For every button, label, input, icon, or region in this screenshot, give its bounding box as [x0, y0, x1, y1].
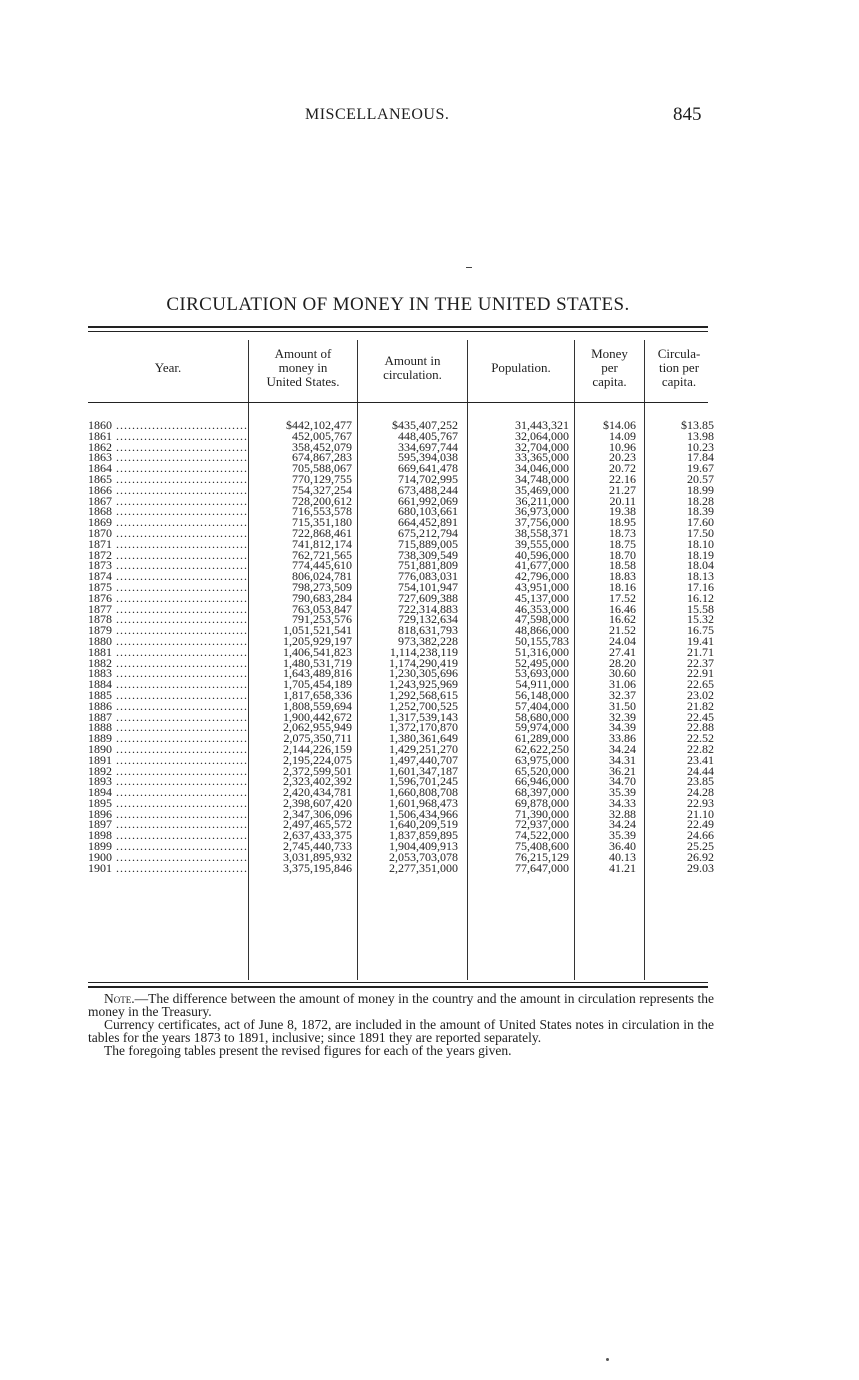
cell-money-per-capita: 35.39	[609, 785, 636, 800]
table-top-rule-inner	[88, 331, 708, 332]
cell-year: 1873 .....	[88, 560, 248, 571]
cell-money-per-capita: 35.39	[609, 828, 636, 843]
cell-circulation-per-capita: 26.92	[687, 849, 714, 864]
cell-amount-circulation: $435,407,252	[392, 418, 458, 432]
cell-population: 63,975,000	[515, 752, 569, 767]
cell-year: 1882 .....	[88, 658, 248, 669]
cell-population: 77,647,000	[515, 860, 569, 875]
cell-circulation-per-capita: 22.65	[687, 677, 714, 692]
cell-amount-money: 1,808,559,694	[283, 698, 352, 713]
cell-year: 1868 .....	[88, 506, 248, 517]
cell-amount-money: 1,406,541,823	[283, 644, 352, 659]
cell-amount-money: 754,327,254	[292, 482, 352, 497]
cell-population: 62,622,250	[515, 741, 569, 756]
cell-population: 56,148,000	[515, 687, 569, 702]
cell-amount-circulation: 673,488,244	[398, 482, 458, 497]
table-bottom-rule	[88, 982, 708, 983]
cell-population: 42,796,000	[515, 569, 569, 584]
cell-amount-circulation: 722,314,883	[398, 601, 458, 616]
cell-circulation-per-capita: 24.44	[687, 763, 714, 778]
cell-money-per-capita: 16.62	[609, 612, 636, 627]
cell-amount-money: 1,705,454,189	[283, 677, 352, 692]
cell-circulation-per-capita: 19.67	[687, 461, 714, 476]
cell-year: 1875 .....	[88, 582, 248, 593]
cell-amount-money: 798,273,509	[292, 579, 352, 594]
cell-year: 1896 .....	[88, 809, 248, 820]
cell-amount-money: 762,721,565	[292, 547, 352, 562]
cell-money-per-capita: 18.75	[609, 536, 636, 551]
cell-circulation-per-capita: 18.28	[687, 493, 714, 508]
cell-circulation-per-capita: 16.12	[687, 590, 714, 605]
cell-money-per-capita: 31.06	[609, 677, 636, 692]
cell-amount-circulation: 776,083,031	[398, 569, 458, 584]
cell-population: 32,064,000	[515, 428, 569, 443]
header-circulation-per-capita: Circula- tion per capita.	[657, 346, 701, 389]
cell-amount-money: 791,253,576	[292, 612, 352, 627]
cell-amount-circulation: 661,992,069	[398, 493, 458, 508]
cell-year: 1862 .....	[88, 442, 248, 453]
cell-amount-money: 770,129,755	[292, 471, 352, 486]
cell-population: 33,365,000	[515, 450, 569, 465]
cell-amount-money: 2,347,306,096	[283, 806, 352, 821]
cell-amount-circulation: 1,601,347,187	[389, 763, 458, 778]
cell-amount-money: 452,005,767	[292, 428, 352, 443]
cell-amount-circulation: 1,640,209,519	[389, 817, 458, 832]
cell-population: 75,408,600	[515, 839, 569, 854]
cell-circulation-per-capita: 22.37	[687, 655, 714, 670]
cell-amount-circulation: 1,660,808,708	[389, 785, 458, 800]
header-year: Year.	[154, 360, 182, 375]
cell-population: 32,704,000	[515, 439, 569, 454]
cell-year: 1881 .....	[88, 647, 248, 658]
cell-year: 1898 .....	[88, 830, 248, 841]
cell-money-per-capita: 17.52	[609, 590, 636, 605]
cell-amount-money: 1,643,489,816	[283, 666, 352, 681]
cell-amount-money: 2,398,607,420	[283, 795, 352, 810]
cell-amount-circulation: 973,382,228	[398, 633, 458, 648]
cell-amount-circulation: 1,497,440,707	[389, 752, 458, 767]
cell-year: 1880 .....	[88, 636, 248, 647]
cell-population: 39,555,000	[515, 536, 569, 551]
cell-circulation-per-capita: 19.41	[687, 633, 714, 648]
cell-money-per-capita: 34.24	[609, 817, 636, 832]
cell-amount-circulation: 1,174,290,419	[389, 655, 458, 670]
cell-amount-circulation: 1,114,238,119	[389, 644, 458, 659]
cell-amount-money: $442,102,477	[286, 418, 352, 432]
cell-circulation-per-capita: 10.23	[687, 439, 714, 454]
cell-money-per-capita: 10.96	[609, 439, 636, 454]
cell-amount-money: 806,024,781	[292, 569, 352, 584]
cell-money-per-capita: 34.70	[609, 774, 636, 789]
cell-amount-money: 358,452,079	[292, 439, 352, 454]
cell-amount-circulation: 669,641,478	[398, 461, 458, 476]
cell-money-per-capita: 20.11	[609, 493, 636, 508]
cell-population: 68,397,000	[515, 785, 569, 800]
cell-money-per-capita: 18.73	[609, 525, 636, 540]
table-body	[88, 420, 718, 873]
cell-amount-money: 1,480,531,719	[283, 655, 352, 670]
cell-circulation-per-capita: 25.25	[687, 839, 714, 854]
cell-circulation-per-capita: 24.28	[687, 785, 714, 800]
cell-circulation-per-capita: 18.10	[687, 536, 714, 551]
cell-circulation-per-capita: 22.49	[687, 817, 714, 832]
cell-circulation-per-capita: 13.98	[687, 428, 714, 443]
cell-amount-money: 2,745,440,733	[283, 839, 352, 854]
cell-amount-money: 715,351,180	[292, 515, 352, 530]
cell-amount-money: 2,144,226,159	[283, 741, 352, 756]
cell-circulation-per-capita: 17.50	[687, 525, 714, 540]
cell-population: 41,677,000	[515, 558, 569, 573]
cell-year: 1871 .....	[88, 539, 248, 550]
cell-amount-circulation: 714,702,995	[398, 471, 458, 486]
cell-amount-circulation: 1,230,305,696	[389, 666, 458, 681]
cell-money-per-capita: 18.70	[609, 547, 636, 562]
cell-year: 1900 .....	[88, 852, 248, 863]
cell-amount-money: 2,195,224,075	[283, 752, 352, 767]
cell-circulation-per-capita: 21.82	[687, 698, 714, 713]
cell-amount-money: 1,817,658,336	[283, 687, 352, 702]
cell-year: 1891 .....	[88, 755, 248, 766]
cell-population: 37,756,000	[515, 515, 569, 530]
cell-year: 1872 .....	[88, 550, 248, 561]
cell-amount-money: 722,868,461	[292, 525, 352, 540]
cell-year: 1895 .....	[88, 798, 248, 809]
header-amount-circulation: Amount in circulation.	[383, 353, 442, 382]
cell-money-per-capita: 31.50	[609, 698, 636, 713]
cell-money-per-capita: 36.21	[609, 763, 636, 778]
cell-year: 1874 .....	[88, 571, 248, 582]
cell-money-per-capita: 21.27	[609, 482, 636, 497]
cell-population: 74,522,000	[515, 828, 569, 843]
cell-population: 43,951,000	[515, 579, 569, 594]
cell-money-per-capita: 20.72	[609, 461, 636, 476]
cell-population: 71,390,000	[515, 806, 569, 821]
cell-money-per-capita: 33.86	[609, 731, 636, 746]
cell-circulation-per-capita: 22.93	[687, 795, 714, 810]
cell-money-per-capita: 32.88	[609, 806, 636, 821]
page-number: 845	[673, 104, 702, 125]
cell-year: 1865 .....	[88, 474, 248, 485]
cell-amount-money: 2,637,433,375	[283, 828, 352, 843]
cell-amount-circulation: 1,317,539,143	[389, 709, 458, 724]
cell-money-per-capita: 40.13	[609, 849, 636, 864]
cell-year: 1901 .....	[88, 863, 248, 874]
cell-money-per-capita: 34.24	[609, 741, 636, 756]
cell-amount-circulation: 738,309,549	[398, 547, 458, 562]
note-paragraph-3: The foregoing tables present the revised figures for each of the years given.	[104, 1043, 512, 1058]
cell-amount-money: 2,075,350,711	[283, 731, 352, 746]
cell-amount-money: 1,205,929,197	[283, 633, 352, 648]
cell-population: 76,215,129	[515, 849, 569, 864]
cell-year: 1893 .....	[88, 776, 248, 787]
cell-circulation-per-capita: 15.58	[687, 601, 714, 616]
cell-money-per-capita: 34.39	[609, 720, 636, 735]
cell-population: 31,443,321	[515, 418, 569, 432]
cell-money-per-capita: 34.33	[609, 795, 636, 810]
cell-amount-money: 2,497,465,572	[283, 817, 352, 832]
cell-amount-money: 1,900,442,672	[283, 709, 352, 724]
cell-amount-circulation: 1,292,568,615	[389, 687, 458, 702]
cell-money-per-capita: 18.16	[609, 579, 636, 594]
cell-year: 1888 .....	[88, 722, 248, 733]
cell-amount-circulation: 675,212,794	[398, 525, 458, 540]
cell-amount-circulation: 729,132,634	[398, 612, 458, 627]
cell-money-per-capita: 27.41	[609, 644, 636, 659]
cell-year: 1887 .....	[88, 712, 248, 723]
cell-population: 34,748,000	[515, 471, 569, 486]
cell-population: 34,046,000	[515, 461, 569, 476]
cell-amount-circulation: 1,596,701,245	[389, 774, 458, 789]
cell-money-per-capita: 20.23	[609, 450, 636, 465]
cell-circulation-per-capita: 21.10	[687, 806, 714, 821]
cell-circulation-per-capita: 17.16	[687, 579, 714, 594]
cell-circulation-per-capita: 22.91	[687, 666, 714, 681]
cell-year: 1861 .....	[88, 431, 248, 442]
cell-year: 1885 .....	[88, 690, 248, 701]
cell-amount-circulation: 751,881,809	[398, 558, 458, 573]
cell-amount-circulation: 1,601,968,473	[389, 795, 458, 810]
cell-population: 48,866,000	[515, 623, 569, 638]
cell-population: 46,353,000	[515, 601, 569, 616]
cell-year: 1878 .....	[88, 614, 248, 625]
print-speck	[606, 1358, 609, 1361]
table-title: CIRCULATION OF MONEY IN THE UNITED STATES.	[166, 294, 630, 315]
cell-population: 47,598,000	[515, 612, 569, 627]
running-head	[0, 106, 859, 130]
cell-amount-money: 705,588,067	[292, 461, 352, 476]
cell-circulation-per-capita: 24.66	[687, 828, 714, 843]
cell-population: 65,520,000	[515, 763, 569, 778]
cell-amount-circulation: 1,837,859,895	[389, 828, 458, 843]
cell-amount-money: 728,200,612	[292, 493, 352, 508]
cell-amount-circulation: 2,277,351,000	[389, 860, 458, 875]
cell-circulation-per-capita: 23.85	[687, 774, 714, 789]
cell-circulation-per-capita: 21.71	[687, 644, 714, 659]
cell-amount-circulation: 680,103,661	[398, 504, 458, 519]
header-amount-money: Amount of money in United States.	[266, 346, 340, 389]
note-label: Note.	[104, 991, 135, 1006]
cell-circulation-per-capita: 17.60	[687, 515, 714, 530]
cell-money-per-capita: 30.60	[609, 666, 636, 681]
header-population: Population.	[491, 360, 551, 375]
cell-money-per-capita: 28.20	[609, 655, 636, 670]
note-paragraph	[88, 992, 714, 1018]
cell-population: 61,289,000	[515, 731, 569, 746]
table-notes	[88, 992, 714, 1057]
cell-year: 1879 .....	[88, 625, 248, 636]
cell-circulation-per-capita: 23.02	[687, 687, 714, 702]
cell-money-per-capita: 16.46	[609, 601, 636, 616]
cell-population: 40,596,000	[515, 547, 569, 562]
cell-money-per-capita: 34.31	[609, 752, 636, 767]
cell-circulation-per-capita: 22.82	[687, 741, 714, 756]
cell-population: 45,137,000	[515, 590, 569, 605]
cell-amount-money: 2,323,402,392	[283, 774, 352, 789]
cell-circulation-per-capita: 22.52	[687, 731, 714, 746]
cell-population: 36,211,000	[515, 493, 569, 508]
cell-population: 54,911,000	[515, 677, 569, 692]
cell-amount-circulation: 1,372,170,870	[389, 720, 458, 735]
cell-money-per-capita: 18.95	[609, 515, 636, 530]
cell-money-per-capita: $14.06	[603, 418, 636, 432]
table-bottom-rule-outer	[88, 986, 708, 988]
cell-population: 53,693,000	[515, 666, 569, 681]
cell-amount-money: 774,445,610	[292, 558, 352, 573]
cell-population: 66,946,000	[515, 774, 569, 789]
cell-year: 1870 .....	[88, 528, 248, 539]
cell-year: 1899 .....	[88, 841, 248, 852]
cell-year: 1897 .....	[88, 819, 248, 830]
cell-population: 38,558,371	[515, 525, 569, 540]
cell-money-per-capita: 32.39	[609, 709, 636, 724]
cell-year: 1860 .....	[88, 420, 248, 431]
cell-circulation-per-capita: 16.75	[687, 623, 714, 638]
table-row	[88, 860, 718, 875]
cell-amount-circulation: 1,429,251,270	[389, 741, 458, 756]
cell-amount-circulation: 1,252,700,525	[389, 698, 458, 713]
cell-amount-circulation: 1,380,361,649	[389, 731, 458, 746]
cell-population: 58,680,000	[515, 709, 569, 724]
note-text: —The difference between the amount of money in the country and the amount in circulation represents the money in the Treasury.	[88, 991, 714, 1019]
cell-money-per-capita: 24.04	[609, 633, 636, 648]
cell-amount-circulation: 334,697,744	[398, 439, 458, 454]
cell-circulation-per-capita: 20.57	[687, 471, 714, 486]
cell-population: 57,404,000	[515, 698, 569, 713]
cell-money-per-capita: 19.38	[609, 504, 636, 519]
cell-amount-money: 790,683,284	[292, 590, 352, 605]
cell-money-per-capita: 36.40	[609, 839, 636, 854]
cell-circulation-per-capita: 18.13	[687, 569, 714, 584]
cell-money-per-capita: 18.83	[609, 569, 636, 584]
cell-amount-circulation: 715,889,005	[398, 536, 458, 551]
header-money-per-capita: Money per capita.	[591, 346, 628, 389]
cell-year: 1894 .....	[88, 787, 248, 798]
cell-year: 1877 .....	[88, 604, 248, 615]
cell-amount-circulation: 595,394,038	[398, 450, 458, 465]
cell-circulation-per-capita: 18.19	[687, 547, 714, 562]
cell-population: 35,469,000	[515, 482, 569, 497]
cell-amount-money: 674,867,283	[292, 450, 352, 465]
cell-amount-circulation: 448,405,767	[398, 428, 458, 443]
cell-year: 1869 .....	[88, 517, 248, 528]
cell-year: 1890 .....	[88, 744, 248, 755]
cell-money-per-capita: 18.58	[609, 558, 636, 573]
cell-year: 1889 .....	[88, 733, 248, 744]
cell-amount-circulation: 1,506,434,966	[389, 806, 458, 821]
cell-circulation-per-capita: 17.84	[687, 450, 714, 465]
header-rule	[88, 402, 708, 403]
cell-amount-money: 3,375,195,846	[283, 860, 352, 875]
cell-population: 69,878,000	[515, 795, 569, 810]
cell-year: 1866 .....	[88, 485, 248, 496]
cell-year: 1867 .....	[88, 496, 248, 507]
cell-year: 1884 .....	[88, 679, 248, 690]
cell-money-per-capita: 14.09	[609, 428, 636, 443]
table-top-rule	[88, 326, 708, 328]
cell-money-per-capita: 32.37	[609, 687, 636, 702]
cell-year: 1864 .....	[88, 463, 248, 474]
cell-circulation-per-capita: 22.45	[687, 709, 714, 724]
cell-circulation-per-capita: 18.04	[687, 558, 714, 573]
cell-year: 1883 .....	[88, 668, 248, 679]
cell-population: 36,973,000	[515, 504, 569, 519]
cell-population: 52,495,000	[515, 655, 569, 670]
cell-circulation-per-capita: 22.88	[687, 720, 714, 735]
note-paragraph-2: Currency certificates, act of June 8, 1872, are included in the amount of United States notes in circulation in the tables for the years 1873 to 1891, inclusive; since 1891 they are reported separately.	[88, 1017, 714, 1045]
cell-year: 1876 .....	[88, 593, 248, 604]
cell-amount-money: 3,031,895,932	[283, 849, 352, 864]
running-title: MISCELLANEOUS.	[305, 106, 450, 123]
cell-amount-money: 763,053,847	[292, 601, 352, 616]
cell-amount-money: 2,372,599,501	[283, 763, 352, 778]
cell-circulation-per-capita: $13.85	[681, 418, 714, 432]
print-mark	[466, 267, 472, 268]
cell-amount-circulation: 1,243,925,969	[389, 677, 458, 692]
cell-amount-money: 741,812,174	[292, 536, 352, 551]
cell-population: 51,316,000	[515, 644, 569, 659]
cell-circulation-per-capita: 23.41	[687, 752, 714, 767]
cell-amount-money: 716,553,578	[292, 504, 352, 519]
cell-population: 59,974,000	[515, 720, 569, 735]
cell-year: 1886 .....	[88, 701, 248, 712]
cell-amount-circulation: 754,101,947	[398, 579, 458, 594]
cell-amount-circulation: 818,631,793	[398, 623, 458, 638]
cell-circulation-per-capita: 15.32	[687, 612, 714, 627]
cell-amount-circulation: 727,609,388	[398, 590, 458, 605]
cell-money-per-capita: 41.21	[609, 860, 636, 875]
cell-circulation-per-capita: 29.03	[687, 860, 714, 875]
cell-amount-money: 2,420,434,781	[283, 785, 352, 800]
cell-amount-circulation: 2,053,703,078	[389, 849, 458, 864]
cell-amount-circulation: 664,452,891	[398, 515, 458, 530]
cell-amount-money: 2,062,955,949	[283, 720, 352, 735]
cell-money-per-capita: 21.52	[609, 623, 636, 638]
cell-population: 50,155,783	[515, 633, 569, 648]
cell-money-per-capita: 22.16	[609, 471, 636, 486]
cell-amount-circulation: 1,904,409,913	[389, 839, 458, 854]
cell-population: 72,937,000	[515, 817, 569, 832]
cell-circulation-per-capita: 18.39	[687, 504, 714, 519]
cell-amount-money: 1,051,521,541	[283, 623, 352, 638]
cell-year: 1892 .....	[88, 766, 248, 777]
cell-year: 1863 .....	[88, 452, 248, 463]
cell-circulation-per-capita: 18.99	[687, 482, 714, 497]
